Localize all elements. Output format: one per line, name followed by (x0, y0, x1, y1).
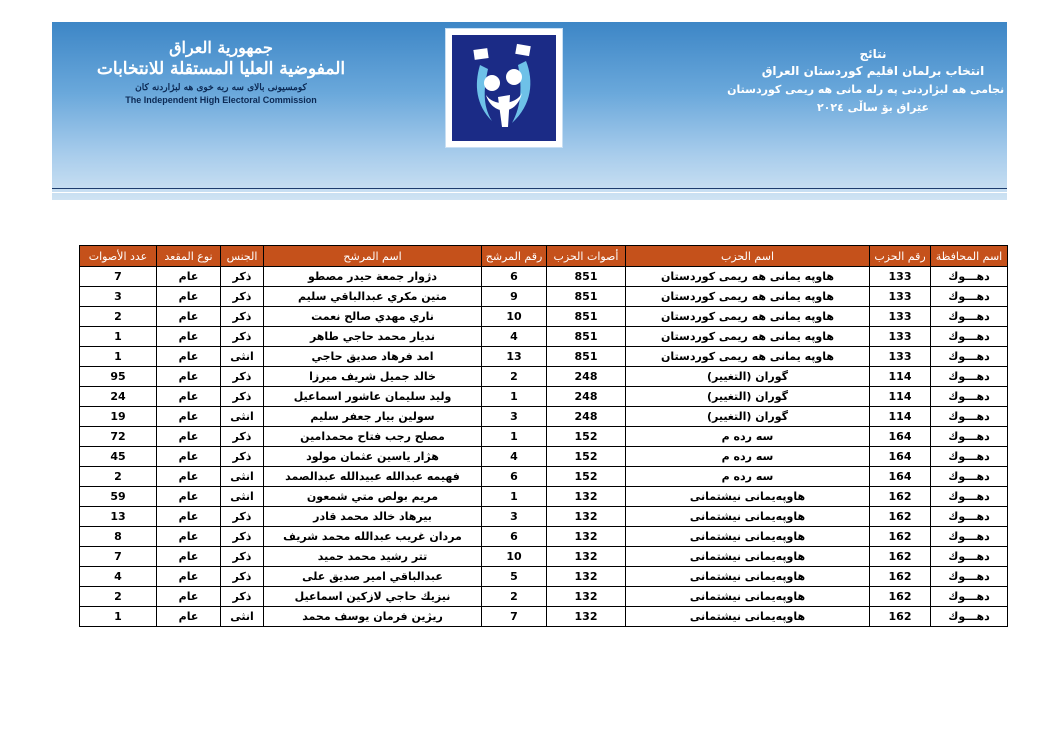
party-number-cell: 114 (870, 407, 931, 427)
table-row (80, 447, 1008, 467)
candidate-number-cell: 10 (482, 307, 547, 327)
party-votes-cell: 851 (547, 267, 626, 287)
candidate-votes-cell: 95 (80, 367, 157, 387)
party-number-cell: 114 (870, 367, 931, 387)
seat-type-cell: عام (157, 267, 221, 287)
table-row (80, 287, 1008, 307)
column-header: عدد الأصوات (80, 246, 157, 267)
party-name-cell: گوران (التغيير) (626, 407, 870, 427)
governorate-cell: دهـــوك (931, 507, 1008, 527)
table-row (80, 407, 1008, 427)
seat-type-cell: عام (157, 387, 221, 407)
candidate-votes-cell: 8 (80, 527, 157, 547)
gender-cell: ذكر (221, 267, 264, 287)
gender-cell: ذكر (221, 327, 264, 347)
table-body (80, 267, 1008, 627)
emblem-icon (452, 35, 556, 141)
party-number-cell: 133 (870, 287, 931, 307)
gender-cell: انثى (221, 467, 264, 487)
party-name-cell: گوران (التغيير) (626, 367, 870, 387)
party-number-cell: 164 (870, 427, 931, 447)
candidate-number-cell: 10 (482, 547, 547, 567)
candidate-number-cell: 4 (482, 327, 547, 347)
candidate-votes-cell: 1 (80, 347, 157, 367)
party-name-cell: سه رده م (626, 427, 870, 447)
candidate-number-cell: 1 (482, 487, 547, 507)
seat-type-cell: عام (157, 587, 221, 607)
candidate-votes-cell: 1 (80, 607, 157, 627)
gender-cell: ذكر (221, 507, 264, 527)
candidate-number-cell: 3 (482, 407, 547, 427)
party-votes-cell: 851 (547, 307, 626, 327)
candidate-name-cell: متين مكري عبدالباقي سليم (264, 287, 482, 307)
governorate-cell: دهـــوك (931, 447, 1008, 467)
seat-type-cell: عام (157, 567, 221, 587)
seat-type-cell: عام (157, 327, 221, 347)
candidate-number-cell: 3 (482, 507, 547, 527)
governorate-cell: دهـــوك (931, 407, 1008, 427)
column-header: نوع المقعد (157, 246, 221, 267)
candidate-number-cell: 6 (482, 527, 547, 547)
candidate-name-cell: امد فرهاد صديق حاجي (264, 347, 482, 367)
commission-kurdish: کومسیونی بالای سه ربه خوی هه لبژاردنه کان (135, 83, 307, 93)
party-number-cell: 133 (870, 307, 931, 327)
party-name-cell: هاوپەیمانی نیشتمانی (626, 607, 870, 627)
governorate-cell: دهـــوك (931, 427, 1008, 447)
party-name-cell: هاوپه يمانى هه ريمى كوردستان (626, 327, 870, 347)
column-header: اسم المحافظة (931, 246, 1008, 267)
party-name-cell: هاوپەیمانی نیشتمانی (626, 527, 870, 547)
gender-cell: ذكر (221, 427, 264, 447)
table-row (80, 387, 1008, 407)
candidate-number-cell: 13 (482, 347, 547, 367)
governorate-cell: دهـــوك (931, 307, 1008, 327)
candidate-name-cell: بيرهاد خالد محمد قادر (264, 507, 482, 527)
party-name-cell: هاوپەیمانی نیشتمانی (626, 567, 870, 587)
governorate-cell: دهـــوك (931, 527, 1008, 547)
party-votes-cell: 152 (547, 447, 626, 467)
candidate-votes-cell: 2 (80, 467, 157, 487)
party-name-cell: سه رده م (626, 447, 870, 467)
title-results: نتائج (859, 47, 887, 61)
commission-arabic-line2: المفوضية العليا المستقلة للانتخابات (96, 59, 346, 79)
candidate-votes-cell: 7 (80, 267, 157, 287)
candidate-votes-cell: 19 (80, 407, 157, 427)
table-header-row (80, 246, 1008, 267)
candidate-name-cell: مصلح رجب فتاح محمدامين (264, 427, 482, 447)
candidate-votes-cell: 1 (80, 327, 157, 347)
governorate-cell: دهـــوك (931, 587, 1008, 607)
party-number-cell: 164 (870, 467, 931, 487)
seat-type-cell: عام (157, 547, 221, 567)
gender-cell: ذكر (221, 527, 264, 547)
commission-logo-text (96, 38, 346, 106)
candidate-name-cell: سولين بيار جعفر سليم (264, 407, 482, 427)
candidate-votes-cell: 13 (80, 507, 157, 527)
governorate-cell: دهـــوك (931, 567, 1008, 587)
party-name-cell: هاوپەیمانی نیشتمانی (626, 587, 870, 607)
candidate-number-cell: 1 (482, 427, 547, 447)
table-row (80, 527, 1008, 547)
candidate-name-cell: دژوار جمعة حيدر مصطو (264, 267, 482, 287)
title-arabic: انتخاب برلمان اقليم كوردستان العراق (761, 64, 985, 78)
party-number-cell: 162 (870, 527, 931, 547)
party-name-cell: سه رده م (626, 467, 870, 487)
table-row (80, 427, 1008, 447)
party-votes-cell: 132 (547, 507, 626, 527)
commission-english: The Independent High Electoral Commission (125, 95, 317, 105)
candidate-name-cell: خالد جميل شريف ميرزا (264, 367, 482, 387)
gender-cell: ذكر (221, 447, 264, 467)
candidate-number-cell: 6 (482, 267, 547, 287)
party-name-cell: هاوپه يمانى هه ريمى كوردستان (626, 347, 870, 367)
party-name-cell: هاوپەیمانی نیشتمانی (626, 507, 870, 527)
governorate-cell: دهـــوك (931, 467, 1008, 487)
gender-cell: انثى (221, 407, 264, 427)
party-number-cell: 133 (870, 347, 931, 367)
seat-type-cell: عام (157, 407, 221, 427)
column-header: اسم الحزب (626, 246, 870, 267)
seat-type-cell: عام (157, 307, 221, 327)
party-number-cell: 162 (870, 567, 931, 587)
party-number-cell: 114 (870, 387, 931, 407)
gender-cell: ذكر (221, 387, 264, 407)
results-table (79, 245, 1008, 627)
table-row (80, 607, 1008, 627)
candidate-name-cell: عبدالباقي امير صديق على (264, 567, 482, 587)
party-number-cell: 133 (870, 327, 931, 347)
banner-divider-light (52, 192, 1007, 193)
column-header: أصوات الحزب (547, 246, 626, 267)
gender-cell: انثى (221, 487, 264, 507)
candidate-number-cell: 5 (482, 567, 547, 587)
seat-type-cell: عام (157, 427, 221, 447)
seat-type-cell: عام (157, 527, 221, 547)
party-number-cell: 162 (870, 507, 931, 527)
party-name-cell: هاوپه يمانى هه ريمى كوردستان (626, 307, 870, 327)
candidate-votes-cell: 59 (80, 487, 157, 507)
candidate-number-cell: 2 (482, 367, 547, 387)
party-name-cell: گوران (التغيير) (626, 387, 870, 407)
candidate-number-cell: 1 (482, 387, 547, 407)
candidate-name-cell: فهيمه عبدالله عبيدالله عبدالصمد (264, 467, 482, 487)
party-name-cell: هاوپەیمانی نیشتمانی (626, 547, 870, 567)
seat-type-cell: عام (157, 367, 221, 387)
party-number-cell: 164 (870, 447, 931, 467)
title-block (713, 46, 1033, 116)
seat-type-cell: عام (157, 487, 221, 507)
party-number-cell: 133 (870, 267, 931, 287)
party-number-cell: 162 (870, 547, 931, 567)
party-number-cell: 162 (870, 487, 931, 507)
party-name-cell: هاوپه يمانى هه ريمى كوردستان (626, 287, 870, 307)
candidate-votes-cell: 3 (80, 287, 157, 307)
party-number-cell: 162 (870, 607, 931, 627)
table-row (80, 487, 1008, 507)
party-number-cell: 162 (870, 587, 931, 607)
title-kurdish: ئه نجامی هه لبژاردنی په رله مانی هه ریمی كوردستان (727, 83, 1019, 96)
table-row (80, 327, 1008, 347)
candidate-votes-cell: 4 (80, 567, 157, 587)
seat-type-cell: عام (157, 347, 221, 367)
candidate-name-cell: نيزيك حاجي لازكين اسماعيل (264, 587, 482, 607)
title-year: عێراق بۆ ساڵی ٢٠٢٤ (816, 101, 930, 114)
table-row (80, 507, 1008, 527)
governorate-cell: دهـــوك (931, 607, 1008, 627)
candidate-votes-cell: 24 (80, 387, 157, 407)
gender-cell: ذكر (221, 307, 264, 327)
party-votes-cell: 851 (547, 287, 626, 307)
party-votes-cell: 152 (547, 427, 626, 447)
commission-emblem (445, 28, 563, 148)
banner-divider (52, 188, 1007, 189)
candidate-number-cell: 9 (482, 287, 547, 307)
seat-type-cell: عام (157, 507, 221, 527)
table-row (80, 567, 1008, 587)
candidate-number-cell: 2 (482, 587, 547, 607)
governorate-cell: دهـــوك (931, 367, 1008, 387)
candidate-name-cell: هژار ياسين عثمان مولود (264, 447, 482, 467)
gender-cell: ذكر (221, 287, 264, 307)
governorate-cell: دهـــوك (931, 387, 1008, 407)
party-votes-cell: 851 (547, 327, 626, 347)
seat-type-cell: عام (157, 287, 221, 307)
party-votes-cell: 132 (547, 587, 626, 607)
candidate-number-cell: 4 (482, 447, 547, 467)
governorate-cell: دهـــوك (931, 487, 1008, 507)
governorate-cell: دهـــوك (931, 267, 1008, 287)
table-row (80, 307, 1008, 327)
gender-cell: ذكر (221, 367, 264, 387)
table-row (80, 467, 1008, 487)
table-row (80, 587, 1008, 607)
column-header: رقم الحزب (870, 246, 931, 267)
candidate-name-cell: مردان غريب عبدالله محمد شريف (264, 527, 482, 547)
party-votes-cell: 248 (547, 407, 626, 427)
governorate-cell: دهـــوك (931, 347, 1008, 367)
candidate-votes-cell: 2 (80, 587, 157, 607)
table-row (80, 367, 1008, 387)
candidate-name-cell: مريم بولص متي شمعون (264, 487, 482, 507)
candidate-name-cell: تتر رشيد محمد حميد (264, 547, 482, 567)
commission-arabic-line1: جمهورية العراق (169, 38, 273, 57)
seat-type-cell: عام (157, 607, 221, 627)
candidate-name-cell: ريژين فرمان يوسف محمد (264, 607, 482, 627)
party-votes-cell: 132 (547, 567, 626, 587)
seat-type-cell: عام (157, 447, 221, 467)
governorate-cell: دهـــوك (931, 547, 1008, 567)
party-name-cell: هاوپەیمانی نیشتمانی (626, 487, 870, 507)
gender-cell: ذكر (221, 547, 264, 567)
gender-cell: ذكر (221, 587, 264, 607)
table-row (80, 267, 1008, 287)
seat-type-cell: عام (157, 467, 221, 487)
party-votes-cell: 132 (547, 527, 626, 547)
column-header: اسم المرشح (264, 246, 482, 267)
party-votes-cell: 132 (547, 607, 626, 627)
party-name-cell: هاوپه يمانى هه ريمى كوردستان (626, 267, 870, 287)
party-votes-cell: 132 (547, 547, 626, 567)
governorate-cell: دهـــوك (931, 327, 1008, 347)
table-row (80, 347, 1008, 367)
candidate-votes-cell: 7 (80, 547, 157, 567)
candidate-votes-cell: 2 (80, 307, 157, 327)
gender-cell: ذكر (221, 567, 264, 587)
gender-cell: انثى (221, 347, 264, 367)
party-votes-cell: 851 (547, 347, 626, 367)
party-votes-cell: 132 (547, 487, 626, 507)
column-header: رقم المرشح (482, 246, 547, 267)
governorate-cell: دهـــوك (931, 287, 1008, 307)
column-header: الجنس (221, 246, 264, 267)
candidate-name-cell: وليد سليمان عاشور اسماعيل (264, 387, 482, 407)
candidate-votes-cell: 45 (80, 447, 157, 467)
gender-cell: انثى (221, 607, 264, 627)
candidate-name-cell: ناري مهدي صالح نعمت (264, 307, 482, 327)
candidate-name-cell: نديار محمد حاجي طاهر (264, 327, 482, 347)
party-votes-cell: 248 (547, 367, 626, 387)
candidate-number-cell: 7 (482, 607, 547, 627)
party-votes-cell: 248 (547, 387, 626, 407)
table-row (80, 547, 1008, 567)
candidate-number-cell: 6 (482, 467, 547, 487)
candidate-votes-cell: 72 (80, 427, 157, 447)
party-votes-cell: 152 (547, 467, 626, 487)
